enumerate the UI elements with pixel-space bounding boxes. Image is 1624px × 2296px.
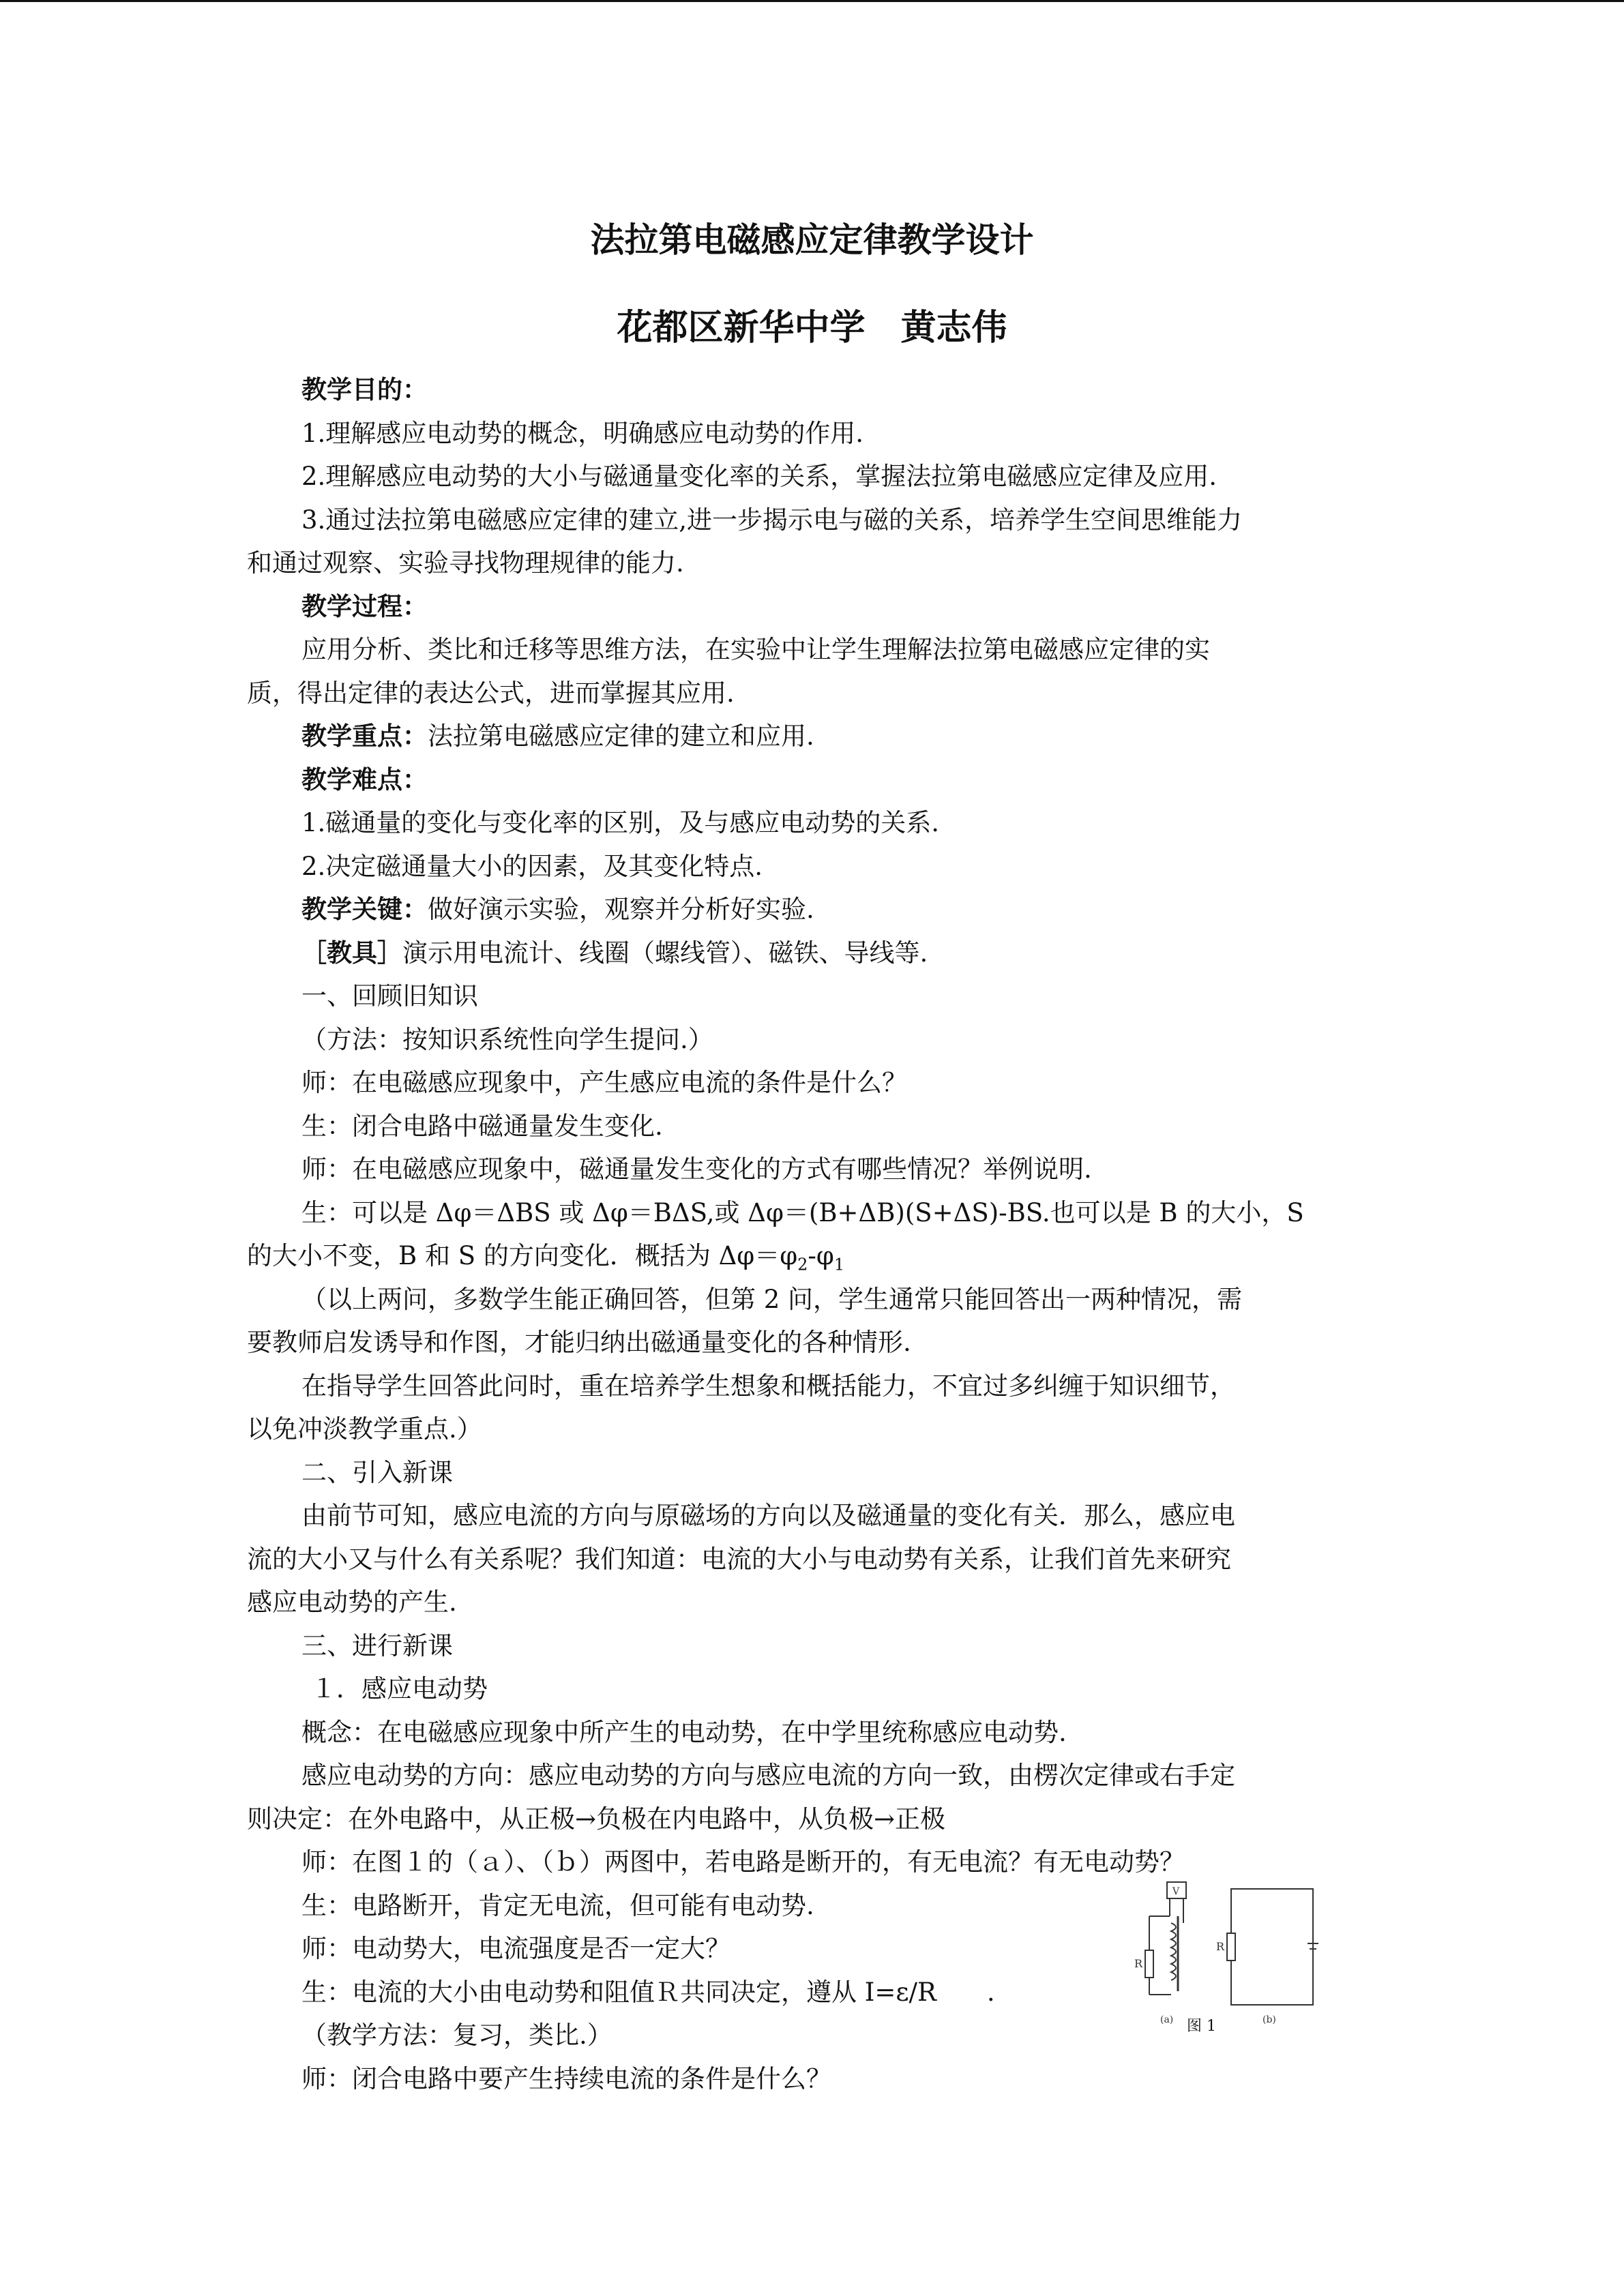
paragraph: 师：在电磁感应现象中，磁通量发生变化的方式有哪些情况？举例说明. — [301, 1154, 1092, 1184]
meter-label: V — [1172, 1886, 1180, 1897]
paragraph: 生：闭合电路中磁通量发生变化. — [301, 1111, 663, 1141]
section-heading: 一、回顾旧知识 — [301, 981, 478, 1011]
circuit-b — [1227, 1889, 1318, 2005]
resistor-label-a: R — [1134, 1957, 1143, 1970]
resistor-icon — [1145, 1950, 1153, 1978]
formula-text: -φ — [808, 1241, 834, 1270]
coil-icon — [1171, 1923, 1176, 1980]
paragraph: 要教师启发诱导和作图，才能归纳出磁通量变化的各种情形. — [247, 1328, 911, 1357]
crux-text: 做好演示实验，观察并分析好实验. — [428, 895, 814, 924]
paragraph: 和通过观察、实验寻找物理规律的能力. — [247, 548, 684, 578]
formula-text: 的大小不变，B 和 S 的方向变化．概括为 Δφ＝φ — [247, 1241, 798, 1270]
subsection-heading: １．感应电动势 — [311, 1674, 488, 1703]
paragraph: 师：在图１的（ａ）、（ｂ）两图中，若电路是断开的，有无电流？有无电动势？ — [301, 1847, 1185, 1877]
paragraph: 在指导学生回答此问时，重在培养学生想象和概括能力，不宜过多纠缠于知识细节， — [301, 1371, 1235, 1401]
document-author: 花都区新华中学 黄志伟 — [617, 308, 1007, 348]
crux-line — [247, 888, 1370, 931]
label-a: (a) — [1160, 2014, 1174, 2025]
difficulty-heading: 教学难点： — [301, 764, 428, 794]
paragraph: （方法：按知识系统性向学生提问.） — [301, 1024, 713, 1054]
paragraph: 以免冲淡教学重点.） — [247, 1414, 482, 1444]
paragraph: 感应电动势的方向：感应电动势的方向与感应电流的方向一致，由楞次定律或右手定 — [301, 1761, 1235, 1790]
section-heading: 三、进行新课 — [301, 1630, 453, 1660]
document-body — [247, 368, 1370, 2100]
key-point-line — [247, 715, 1370, 758]
key-text: 法拉第电磁感应定律的建立和应用. — [428, 721, 814, 751]
circuit-a — [1145, 1882, 1186, 1995]
paragraph: 1.理解感应电动势的概念，明确感应电动势的作用. — [301, 418, 864, 448]
subscript: 2 — [797, 1255, 808, 1274]
document-title: 法拉第电磁感应定律教学设计 — [590, 220, 1034, 260]
key-label: 教学重点： — [301, 721, 428, 751]
paragraph: 感应电动势的产生. — [247, 1587, 457, 1617]
paragraph: 由前节可知，感应电流的方向与原磁场的方向以及磁通量的变化有关．那么，感应电 — [301, 1501, 1235, 1530]
paragraph: 师：电动势大，电流强度是否一定大？ — [301, 1934, 730, 1963]
goal-heading: 教学目的： — [301, 375, 428, 404]
section-heading: 二、引入新课 — [301, 1457, 453, 1487]
crux-label: 教学关键： — [301, 895, 428, 924]
top-border — [0, 0, 1624, 2]
paragraph: 2.决定磁通量大小的因素，及其变化特点. — [301, 851, 763, 881]
circuit-figure — [1129, 1875, 1354, 2059]
paragraph: 2.理解感应电动势的大小与磁通量变化率的关系，掌握法拉第电磁感应定律及应用. — [301, 462, 1217, 491]
paragraph: 1.磁通量的变化与变化率的区别，及与感应电动势的关系. — [301, 808, 940, 837]
paragraph: 师：闭合电路中要产生持续电流的条件是什么？ — [301, 2063, 831, 2093]
paragraph: （教学方法：复习，类比.） — [301, 2021, 612, 2050]
paragraph: 则决定：在外电路中，从正极→负极在内电路中，从负极→正极 — [247, 1804, 946, 1834]
tools-line — [247, 931, 1370, 975]
paragraph: 概念：在电磁感应现象中所产生的电动势，在中学里统称感应电动势. — [301, 1717, 1067, 1747]
process-heading: 教学过程： — [301, 591, 428, 621]
subscript: 1 — [833, 1255, 845, 1274]
resistor-icon — [1227, 1933, 1235, 1960]
paragraph: 应用分析、类比和迁移等思维方法，在实验中让学生理解法拉第电磁感应定律的实 — [301, 635, 1210, 664]
paragraph: 质，得出定律的表达公式，进而掌握其应用. — [247, 678, 735, 708]
figure-caption: 图 1 — [1187, 2018, 1216, 2035]
label-b: (b) — [1263, 2014, 1276, 2025]
paragraph: 生：电路断开，肯定无电流，但可能有电动势. — [301, 1890, 814, 1920]
tools-label: ［教具］ — [301, 938, 402, 968]
paragraph: 3.通过法拉第电磁感应定律的建立,进一步揭示电与磁的关系，培养学生空间思维能力 — [301, 505, 1243, 535]
paragraph: 师：在电磁感应现象中，产生感应电流的条件是什么？ — [301, 1068, 907, 1097]
tools-text: 演示用电流计、线圈（螺线管）、磁铁、导线等. — [402, 938, 928, 968]
paragraph: 生：可以是 Δφ＝ΔBS 或 Δφ＝BΔS,或 Δφ＝(B+ΔB)(S+ΔS)-BS.也可以是 B 的大小，S — [301, 1197, 1304, 1227]
resistor-label-b: R — [1216, 1940, 1225, 1953]
paragraph: 流的大小又与什么有关系呢？我们知道：电流的大小与电动势有关系，让我们首先来研究 — [247, 1544, 1231, 1574]
paragraph: 生：电流的大小由电动势和阻值Ｒ共同决定，遵从 I=ε/R . — [301, 1977, 995, 2007]
formula-line — [247, 1234, 1370, 1278]
paragraph: （以上两问，多数学生能正确回答，但第 2 问，学生通常只能回答出一两种情况，需 — [301, 1284, 1243, 1314]
